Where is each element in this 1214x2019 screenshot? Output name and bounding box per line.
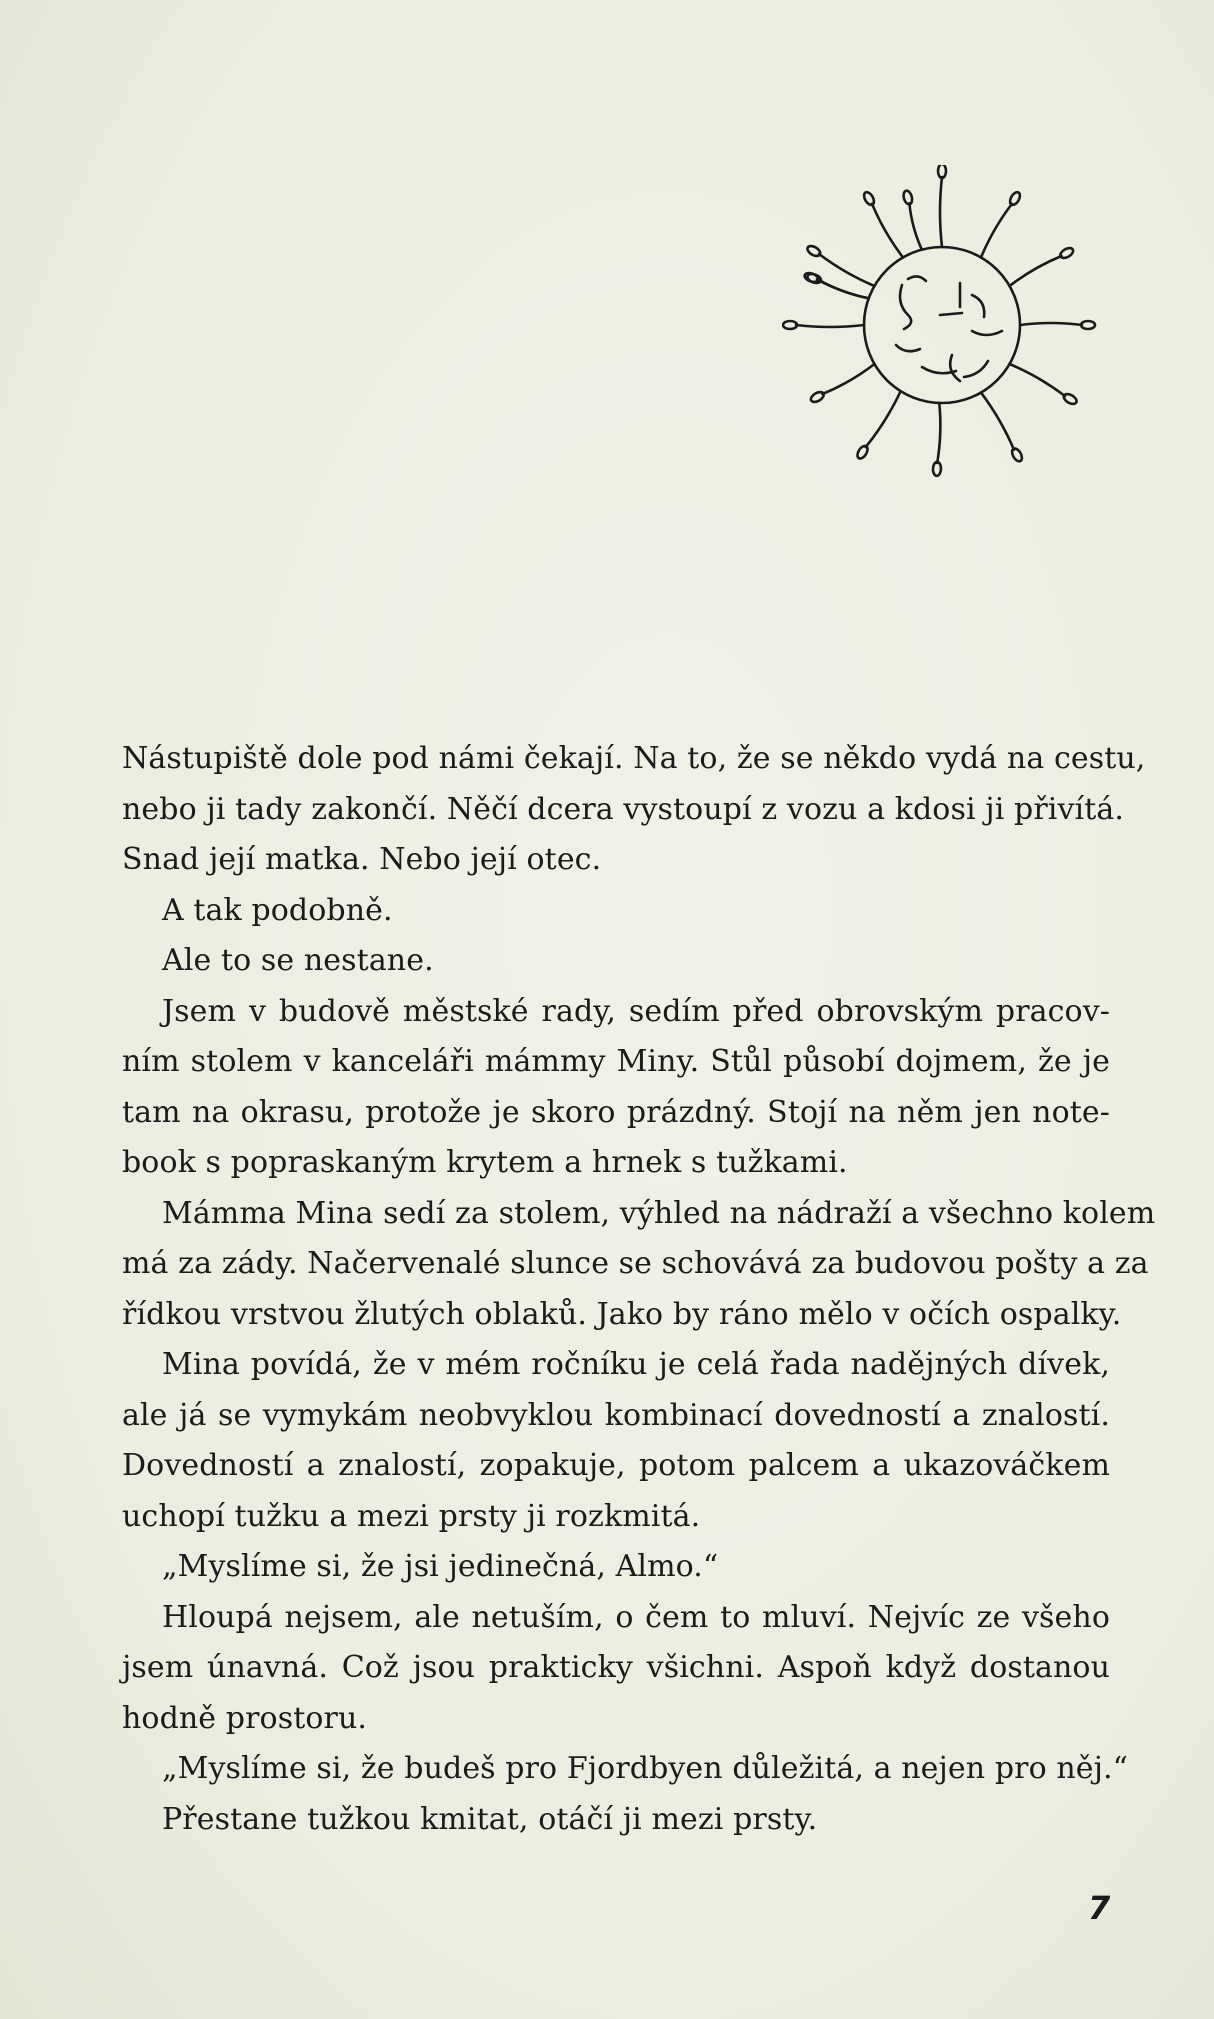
text-line: uchopí tužku a mezi prsty ji rozkmitá.	[122, 1498, 701, 1534]
virus-illustration	[782, 165, 1102, 485]
text-line: Přestane tužkou kmitat, otáčí ji mezi prsty.	[162, 1801, 818, 1837]
text-line: book s popraskaným krytem a hrnek s tužkami.	[122, 1145, 848, 1180]
text-line: Mámma Mina sedí za stolem, výhled na nádraží a všechno kolem	[162, 1195, 1156, 1231]
text-line: nebo ji tady zakončí. Něčí dcera vystoupí z vozu a kdosi ji přivítá.	[122, 791, 1124, 827]
text-line: Jsem v budově městské rady, sedím před obrovským pracov-	[162, 993, 1110, 1029]
text-line: ale já se vymykám neobvyklou kombinací dovedností a znalostí.	[122, 1397, 1110, 1433]
text-line: „Myslíme si, že jsi jedinečná, Almo.“	[162, 1549, 719, 1584]
text-line: Nástupiště dole pod námi čekají. Na to, že se někdo vydá na cestu,	[122, 741, 1146, 776]
text-line: Snad její matka. Nebo její otec.	[122, 842, 602, 877]
text-line: má za zády. Načervenalé slunce se schovává za budovou pošty a za	[122, 1246, 1149, 1281]
text-line: „Myslíme si, že budeš pro Fjordbyen důležitá, a nejen pro něj.“	[162, 1751, 1129, 1786]
page-number: 7	[1088, 1889, 1111, 1927]
text-line: jsem únavná. Což jsou prakticky všichni. Aspoň když dostanou	[122, 1650, 1110, 1685]
text-line: tam na okrasu, protože je skoro prázdný. Stojí na něm jen note-	[122, 1094, 1110, 1130]
text-line: Dovedností a znalostí, zopakuje, potom palcem a ukazováčkem	[122, 1448, 1110, 1483]
text-line: ním stolem v kanceláři mámmy Miny. Stůl působí dojmem, že je	[122, 1044, 1110, 1079]
text-line: Mina povídá, že v mém ročníku je celá řada nadějných dívek,	[162, 1347, 1110, 1382]
text-line: Ale to se nestane.	[162, 943, 434, 978]
text-line: hodně prostoru.	[122, 1700, 368, 1736]
text-line: Hloupá nejsem, ale netuším, o čem to mluví. Nejvíc ze všeho	[162, 1599, 1110, 1635]
body-text	[122, 734, 1156, 1845]
text-line: řídkou vrstvou žlutých oblaků. Jako by ráno mělo v očích ospalky.	[122, 1296, 1122, 1332]
text-line: A tak podobně.	[162, 892, 393, 928]
